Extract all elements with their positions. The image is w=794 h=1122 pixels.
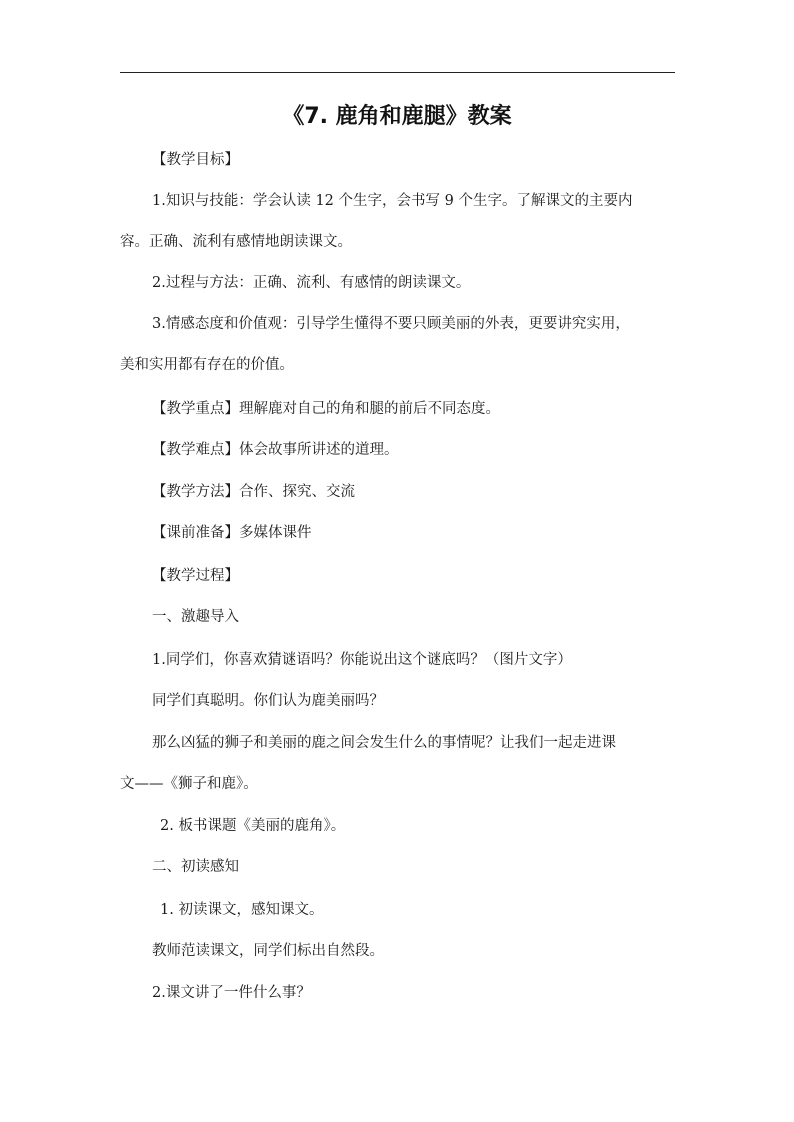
header-rule — [120, 72, 675, 73]
step-two-heading: 二、初读感知 — [152, 859, 239, 875]
objective-attitude: 3.情感态度和价值观：引导学生懂得不要只顾美丽的外表，更要讲究实用， — [152, 316, 630, 332]
preparation: 【课前准备】多媒体课件 — [152, 525, 312, 541]
step-one-text-2-cont: 文——《狮子和鹿》。 — [120, 776, 258, 792]
difficult-point: 【教学难点】体会故事所讲述的道理。 — [152, 442, 399, 458]
document-title: 《7. 鹿角和鹿腿》教案 — [282, 104, 512, 129]
objective-knowledge-cont: 容。正确、流利有感情地朗读课文。 — [120, 234, 352, 250]
objective-attitude-cont: 美和实用都有存在的价值。 — [120, 357, 294, 373]
step-one-item-2: 2. 板书课题《美丽的鹿角》。 — [160, 818, 346, 834]
step-two-item-2: 2.课文讲了一件什么事？ — [152, 985, 311, 1001]
objective-process: 2.过程与方法：正确、流利、有感情的朗读课文。 — [152, 275, 471, 291]
step-one-text-1: 同学们真聪明。你们认为鹿美丽吗？ — [152, 693, 384, 709]
section-heading-objectives: 【教学目标】 — [152, 152, 239, 168]
step-one-heading: 一、激趣导入 — [152, 609, 239, 625]
step-one-text-2: 那么凶猛的狮子和美丽的鹿之间会发生什么的事情呢？让我们一起走进课 — [152, 735, 616, 751]
teaching-method: 【教学方法】合作、探究、交流 — [152, 484, 355, 500]
section-heading-process: 【教学过程】 — [152, 568, 239, 584]
step-one-item-1: 1.同学们，你喜欢猜谜语吗？你能说出这个谜底吗？（图片文字） — [152, 652, 572, 668]
key-point: 【教学重点】理解鹿对自己的角和腿的前后不同态度。 — [152, 401, 500, 417]
objective-knowledge: 1.知识与技能：学会认读 12 个生字，会书写 9 个生字。了解课文的主要内 — [152, 193, 633, 209]
step-two-text-1: 教师范读课文，同学们标出自然段。 — [152, 943, 384, 959]
step-two-item-1: 1. 初读课文，感知课文。 — [160, 902, 324, 918]
